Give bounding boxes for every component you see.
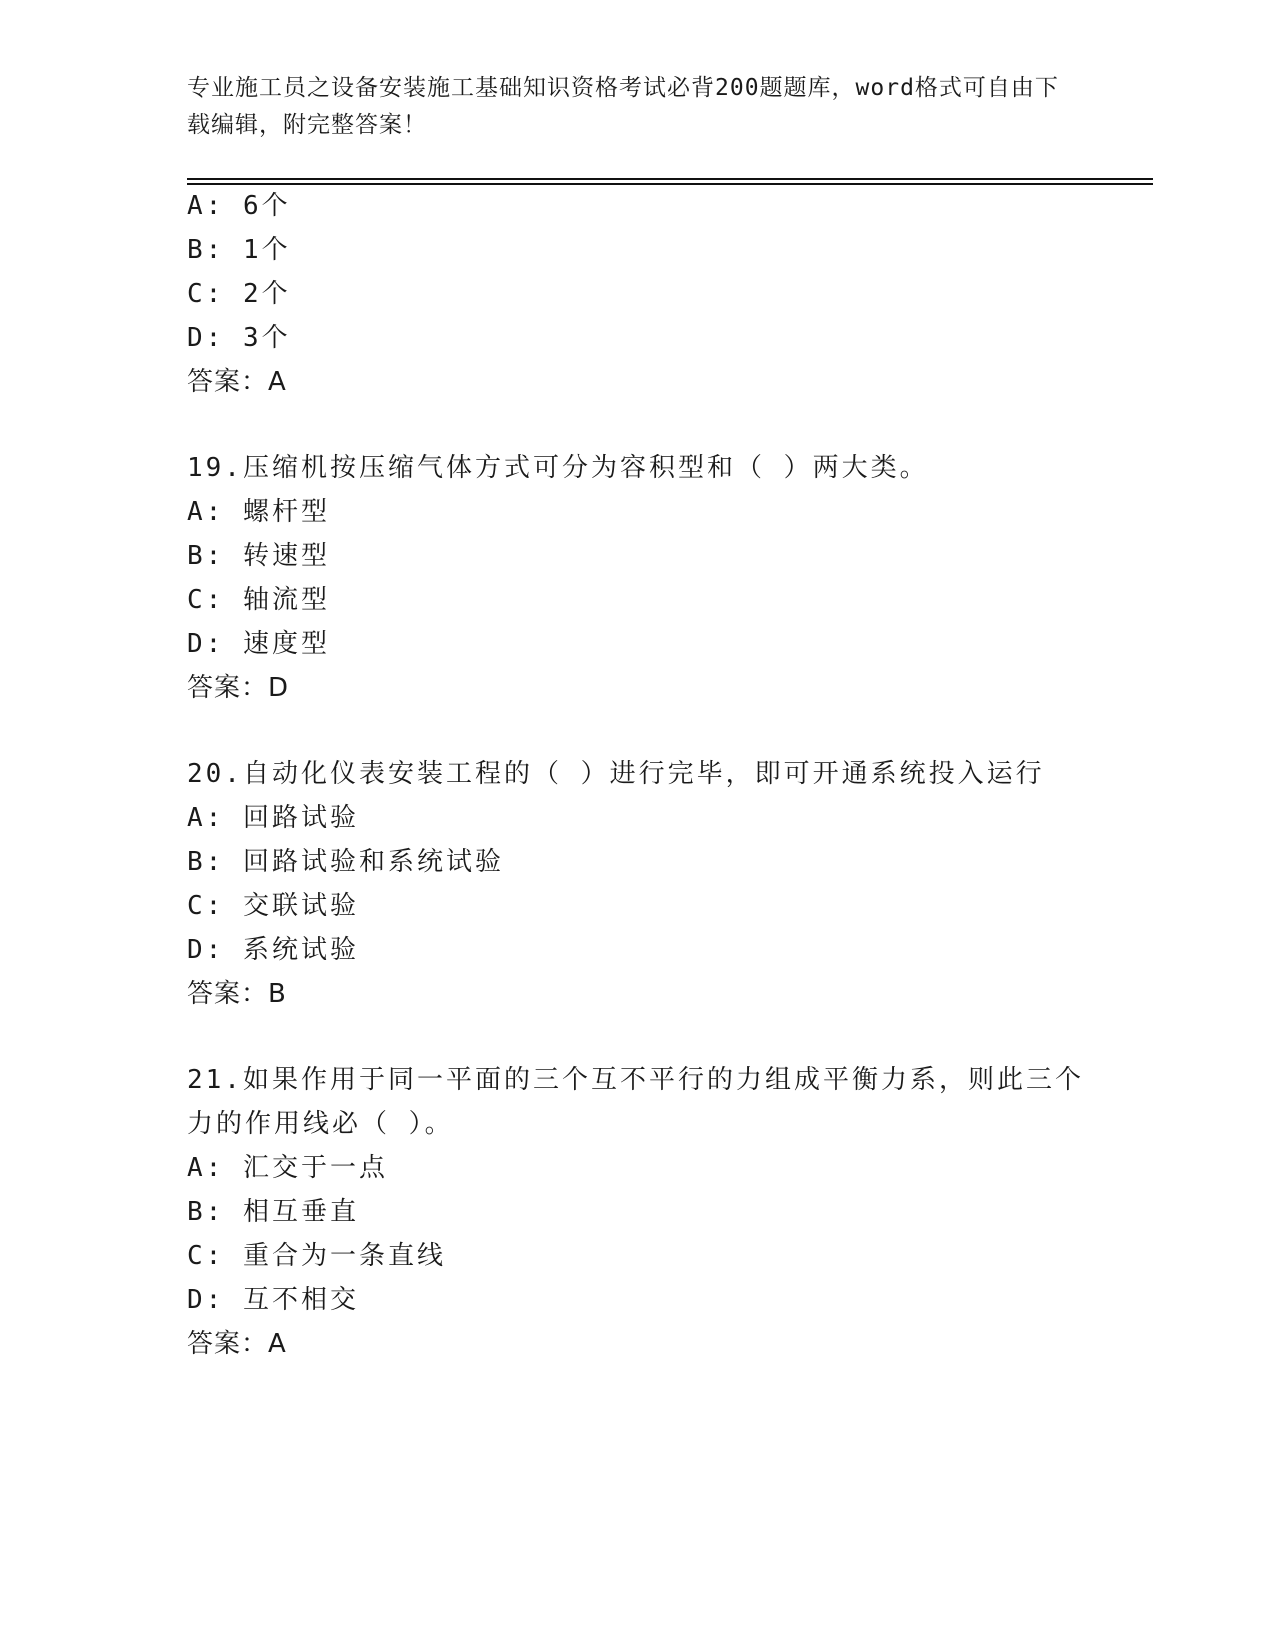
- q21-answer: 答案：A: [187, 1329, 287, 1359]
- q21-stem-line1: 21.如果作用于同一平面的三个互不平行的力组成平衡力系，则此三个: [187, 1065, 1084, 1095]
- q19-answer: 答案：D: [187, 673, 290, 703]
- document-header: 专业施工员之设备安装施工基础知识资格考试必背200题题库，word格式可自由下载编辑，附完整答案！: [187, 75, 1059, 138]
- q20-option-c: C: 交联试验: [187, 891, 359, 921]
- q21-option-b: B: 相互垂直: [187, 1197, 359, 1227]
- q20-option-b: B: 回路试验和系统试验: [187, 847, 504, 877]
- q19-option-a: A: 螺杆型: [187, 497, 330, 527]
- q20-answer: 答案：B: [187, 979, 287, 1009]
- q21-option-d: D: 互不相交: [187, 1285, 359, 1315]
- q18-option-d: D: 3个: [187, 323, 291, 353]
- q18-option-c: C: 2个: [187, 279, 291, 309]
- q20-option-d: D: 系统试验: [187, 935, 359, 965]
- q19-option-b: B: 转速型: [187, 541, 330, 571]
- q21-option-c: C: 重合为一条直线: [187, 1241, 446, 1271]
- q19-option-c: C: 轴流型: [187, 585, 330, 615]
- q21-option-a: A: 汇交于一点: [187, 1153, 388, 1183]
- q18-option-a: A: 6个: [187, 191, 291, 221]
- q20-option-a: A: 回路试验: [187, 803, 359, 833]
- header-divider-top: [187, 178, 1153, 180]
- q19-stem: 19.压缩机按压缩气体方式可分为容积型和（ ）两大类。: [187, 453, 929, 483]
- q19-option-d: D: 速度型: [187, 629, 330, 659]
- q20-stem: 20.自动化仪表安装工程的（ ）进行完毕，即可开通系统投入运行: [187, 759, 1045, 789]
- q21-stem-line2: 力的作用线必（ ）。: [187, 1109, 454, 1139]
- q18-option-b: B: 1个: [187, 235, 291, 265]
- q18-answer: 答案：A: [187, 367, 287, 397]
- header-divider-bottom: [187, 183, 1153, 185]
